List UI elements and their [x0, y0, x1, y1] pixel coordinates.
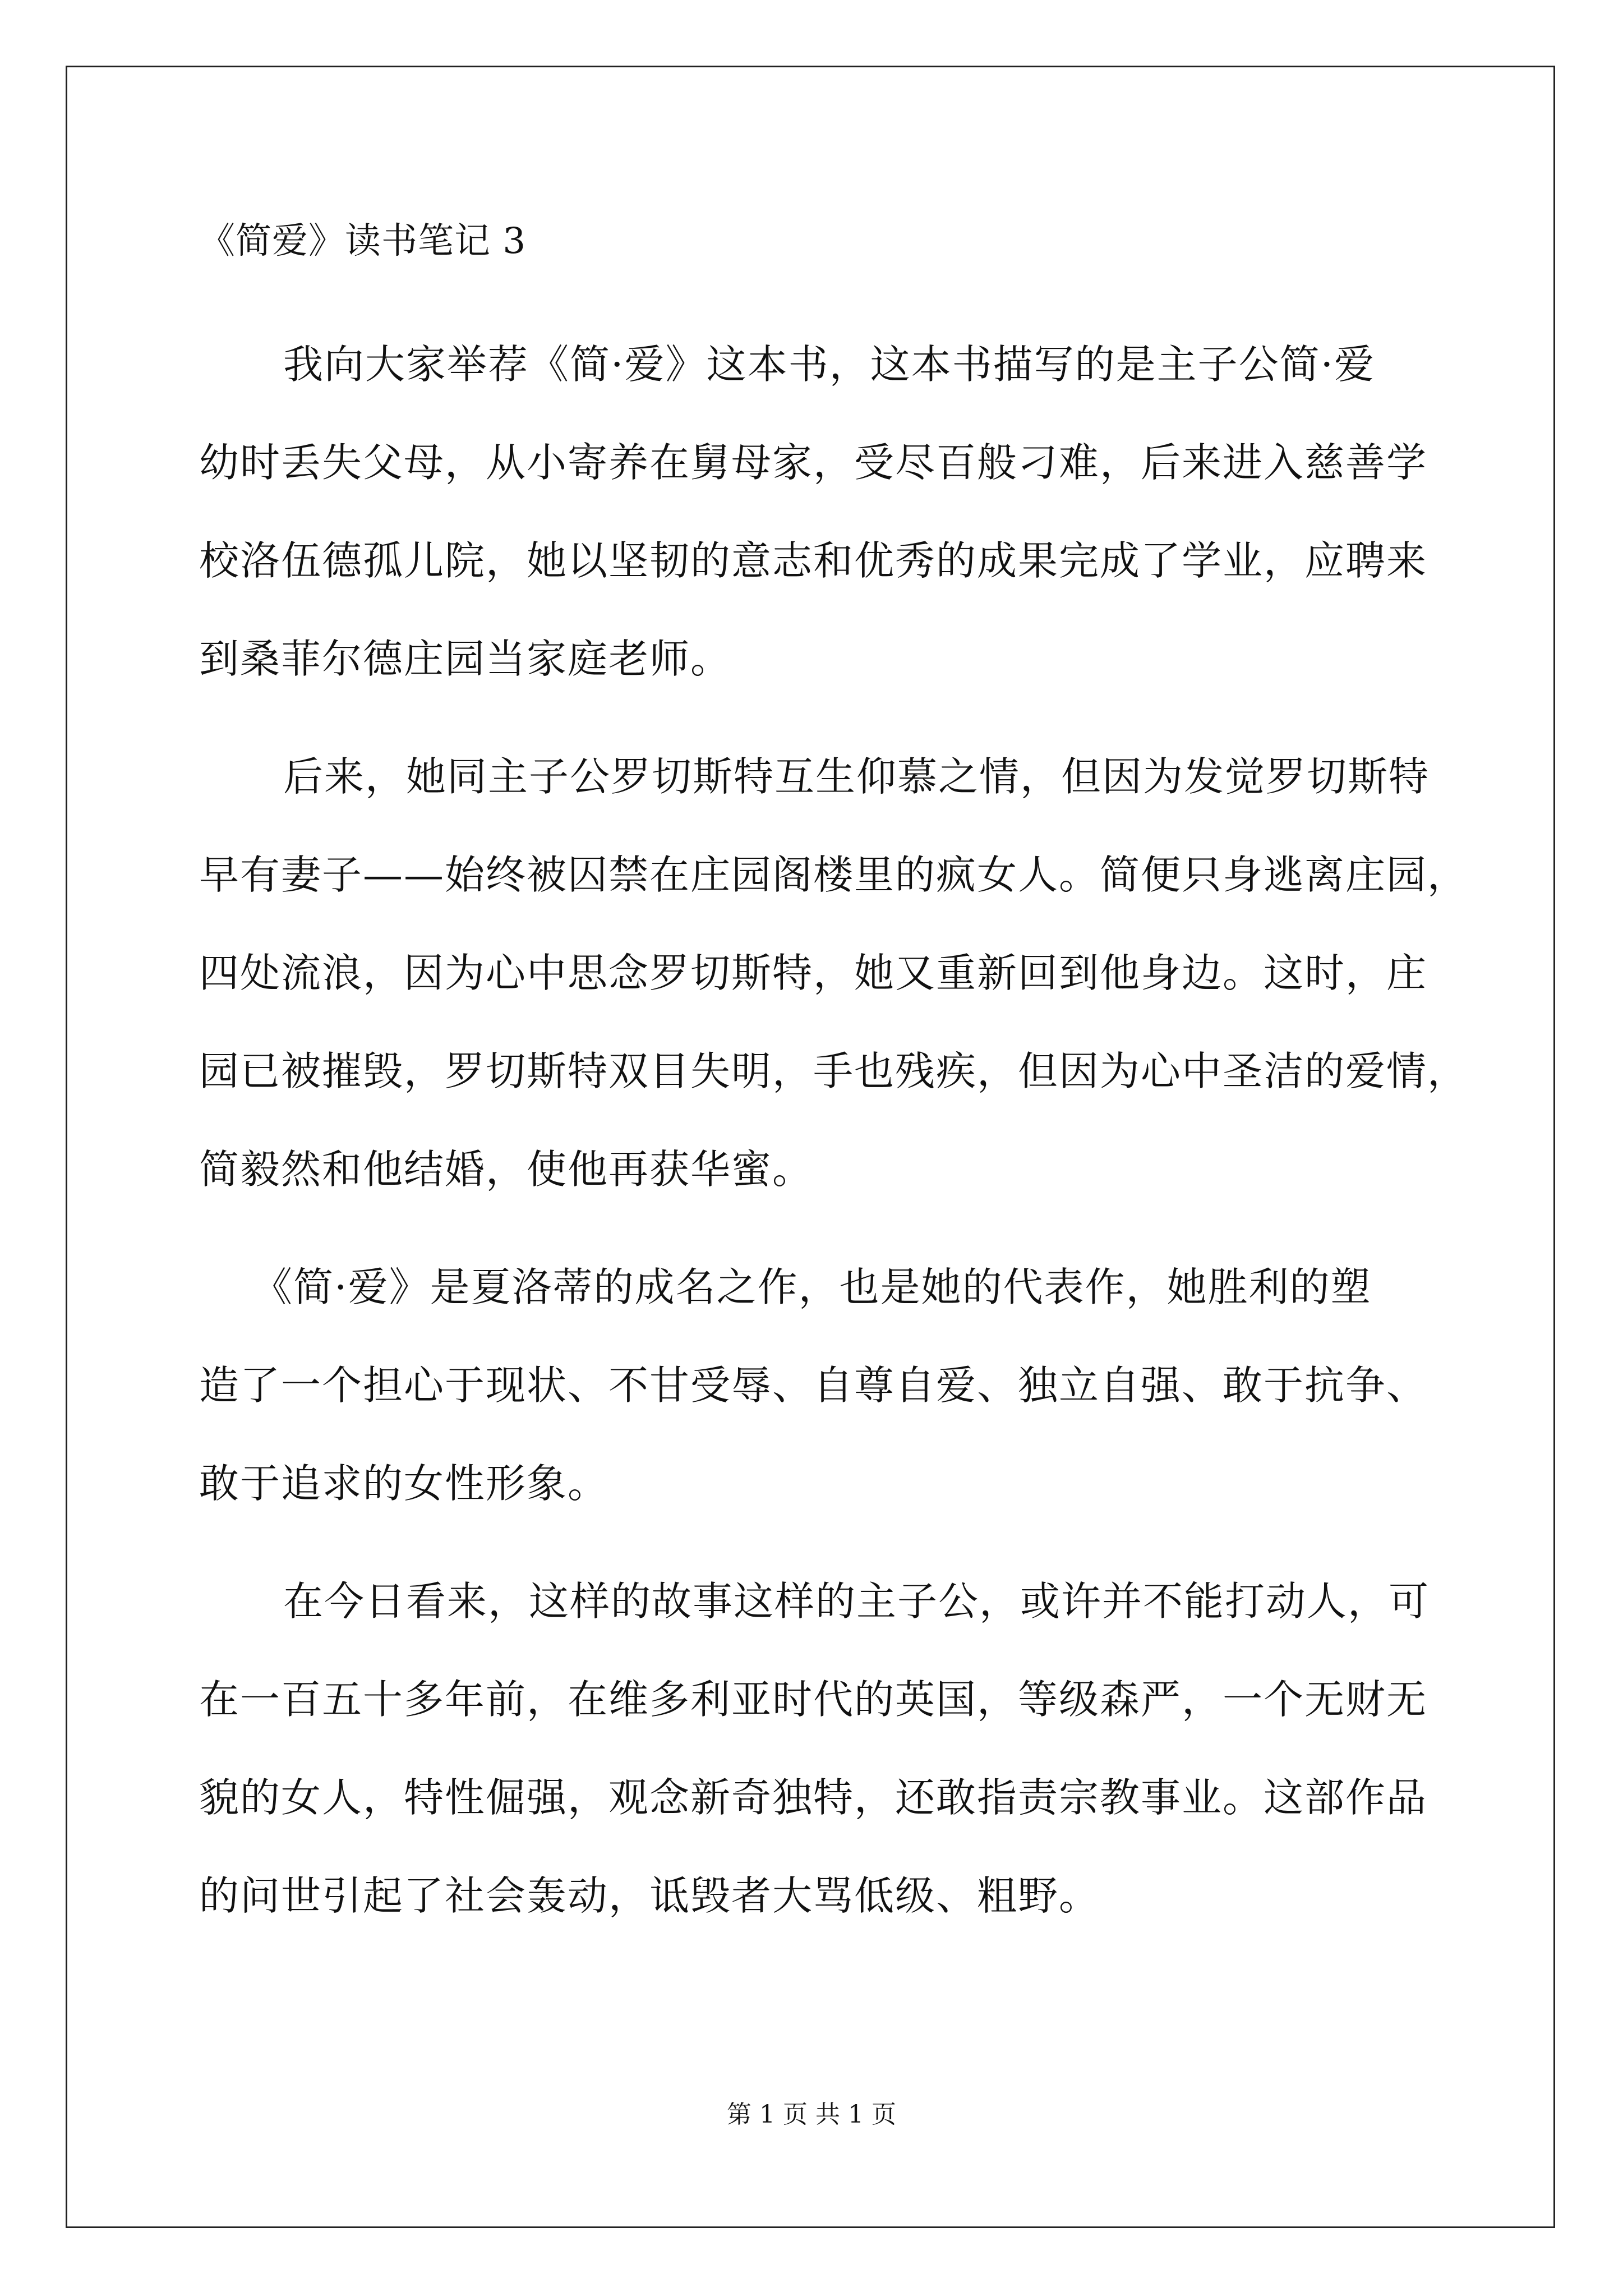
document-title: 《简爱》读书笔记 3	[199, 220, 527, 262]
paragraph-3-line-2: 造了一个担心于现状、不甘受辱、自尊自爱、独立自强、敢于抗争、	[199, 1362, 1428, 1409]
paragraph-3-line-3: 敢于追求的女性形象。	[199, 1460, 609, 1507]
paragraph-1-line-2: 幼时丢失父母，从小寄养在舅母家，受尽百般刁难，后来进入慈善学	[199, 439, 1428, 486]
paragraph-2-line-2: 早有妻子——始终被囚禁在庄园阁楼里的疯女人。简便只身逃离庄园，	[199, 852, 1469, 898]
paragraph-4-line-4: 的问世引起了社会轰动，诋毁者大骂低级、粗野。	[199, 1872, 1100, 1919]
paragraph-1-line-1: 我向大家举荐《简·爱》这本书，这本书描写的是主子公简·爱	[283, 341, 1376, 388]
page-number-footer: 第 1 页 共 1 页	[727, 2100, 896, 2129]
paragraph-4-line-2: 在一百五十多年前，在维多利亚时代的英国，等级森严，一个无财无	[199, 1676, 1428, 1723]
paragraph-1-line-4: 到桑菲尔德庄园当家庭老师。	[199, 636, 732, 682]
paragraph-1-line-3: 校洛伍德孤儿院，她以坚韧的意志和优秀的成果完成了学业，应聘来	[199, 537, 1428, 584]
paragraph-2-line-1: 后来，她同主子公罗切斯特互生仰慕之情，但因为发觉罗切斯特	[283, 753, 1430, 800]
paragraph-3-line-1: 《简·爱》是夏洛蒂的成名之作，也是她的代表作，她胜利的塑	[252, 1264, 1372, 1310]
paragraph-2-line-3: 四处流浪，因为心中思念罗切斯特，她又重新回到他身边。这时，庄	[199, 950, 1428, 996]
paragraph-2-line-5: 简毅然和他结婚，使他再获华蜜。	[199, 1146, 814, 1193]
paragraph-2-line-4: 园已被摧毁，罗切斯特双目失明，手也残疾，但因为心中圣洁的爱情，	[199, 1048, 1469, 1094]
paragraph-4-line-3: 貌的女人，特性倔强，观念新奇独特，还敢指责宗教事业。这部作品	[199, 1774, 1428, 1821]
paragraph-4-line-1: 在今日看来，这样的故事这样的主子公，或许并不能打动人，可	[283, 1578, 1430, 1625]
